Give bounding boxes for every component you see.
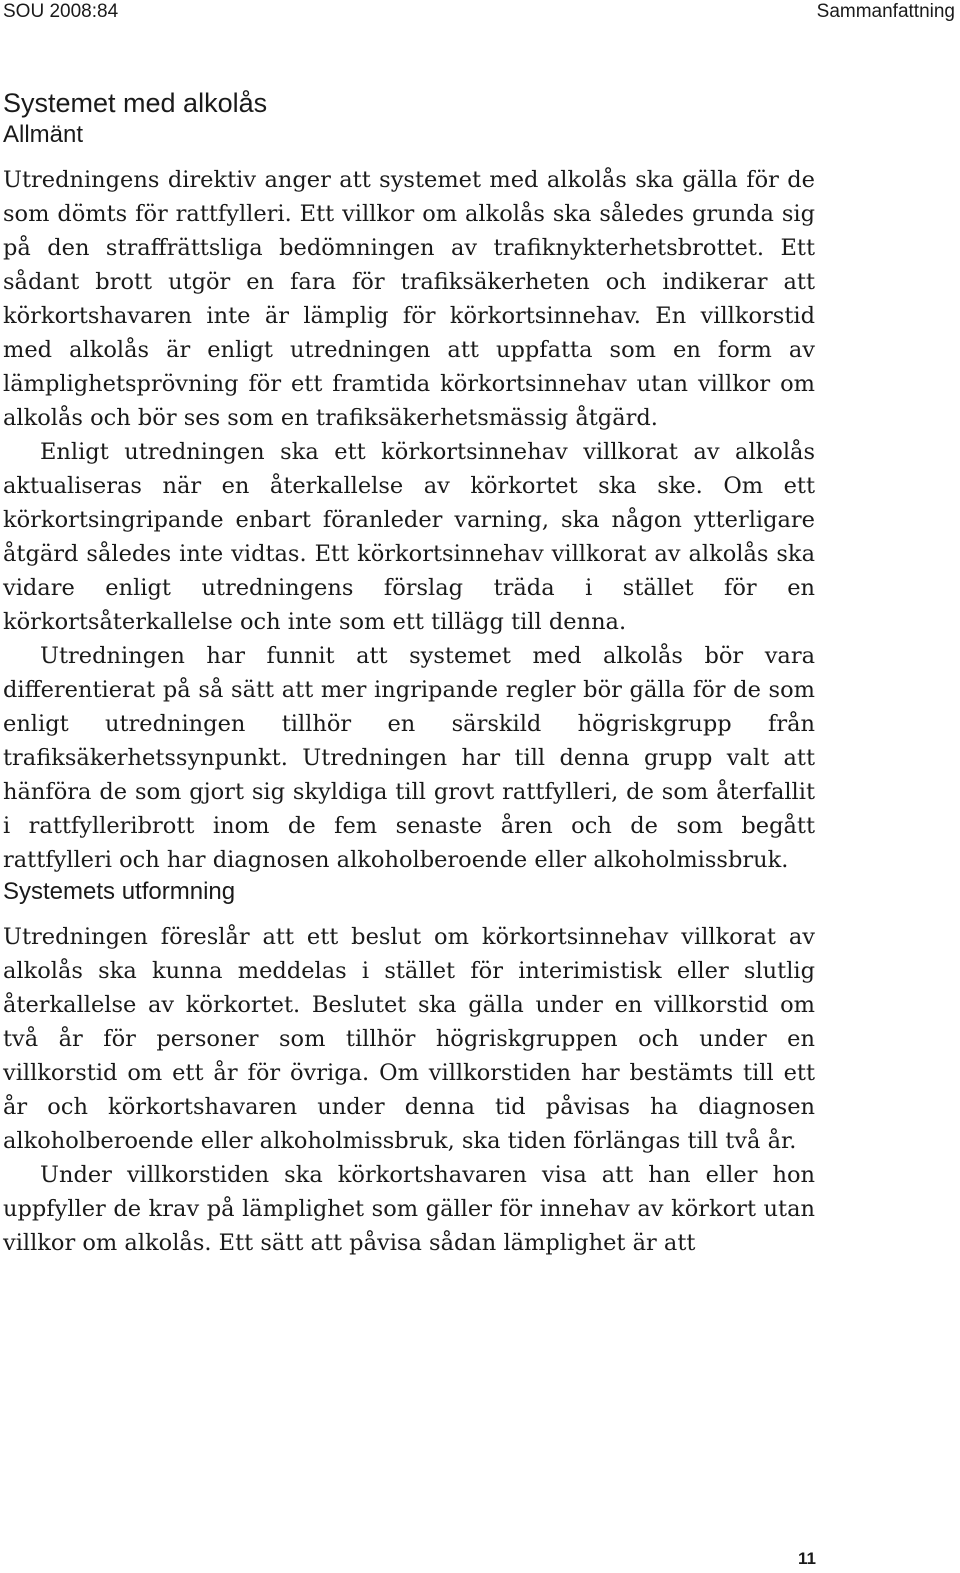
paragraph: Enligt utredningen ska ett körkortsinnehav villkorat av alkolås aktualiseras när en återkallelse av körkortet ska ske. Om ett körkortsingripande enbart föranleder varning, ska någon ytterligare åtgärd således inte vidtas. Ett körkortsinnehav villkorat av alkolås ska vidare enligt utredningens förslag träda i stället för en körkortsåterkallelse och inte som ett tillägg till denna. (3, 439, 815, 635)
paragraph: Utredningen har funnit att systemet med alkolås bör vara differentierat på så sätt att mer ingripande regler bör gälla för de som enligt utredningen tillhör en särskild högriskgrupp från trafiksäkerhetssynpunkt. Utredningen har till denna grupp valt att hänföra de som gjort sig skyldiga till grovt rattfylleri, de som återfallit i rattfylleribrott inom de fem senaste åren och de som begått rattfylleri och har diagnosen alkoholberoende eller alkoholmissbruk. (3, 643, 815, 873)
page-number: 11 (798, 1549, 816, 1568)
subsection-title-allmant: Allmänt (3, 121, 84, 148)
subsection-title-utformning: Systemets utformning (3, 878, 236, 905)
page-content (3, 86, 815, 1260)
running-header (3, 0, 955, 24)
subsection-body-utformning (3, 920, 815, 1260)
paragraph: Utredningen föreslår att ett beslut om körkortsinnehav villkorat av alkolås ska kunna meddelas i stället för interimistisk eller slutlig återkallelse av körkortet. Beslutet ska gälla under en villkorstid om två år för personer som tillhör högriskgruppen och under en villkorstid om ett år för övriga. Om villkorstiden har bestämts till ett år och körkortshavaren under denna tid påvisas ha diagnosen alkoholberoende eller alkoholmissbruk, ska tiden förlängas till två år. (3, 924, 815, 1154)
document-reference: SOU 2008:84 (3, 1, 119, 22)
paragraph: Under villkorstiden ska körkortshavaren visa att han eller hon uppfyller de krav på lämplighet som gäller för innehav av körkort utan villkor om alkolås. Ett sätt att påvisa sådan lämplighet är att (3, 1162, 815, 1256)
paragraph: Utredningens direktiv anger att systemet med alkolås ska gälla för de som dömts för rattfylleri. Ett villkor om alkolås ska således grunda sig på den straffrättsliga bedömningen av trafiknykterhetsbrottet. Ett sådant brott utgör en fara för trafiksäkerheten och indikerar att körkortshavaren inte är lämplig för körkortsinnehav. En villkorstid med alkolås är enligt utredningen att uppfatta som en form av lämplighetsprövning för ett framtida körkortsinnehav utan villkor om alkolås och bör ses som en trafiksäkerhetsmässig åtgärd. (3, 167, 815, 431)
subsection-body-allmant (3, 163, 815, 877)
section-title: Systemet med alkolås (3, 88, 268, 118)
chapter-name: Sammanfattning (816, 1, 955, 22)
